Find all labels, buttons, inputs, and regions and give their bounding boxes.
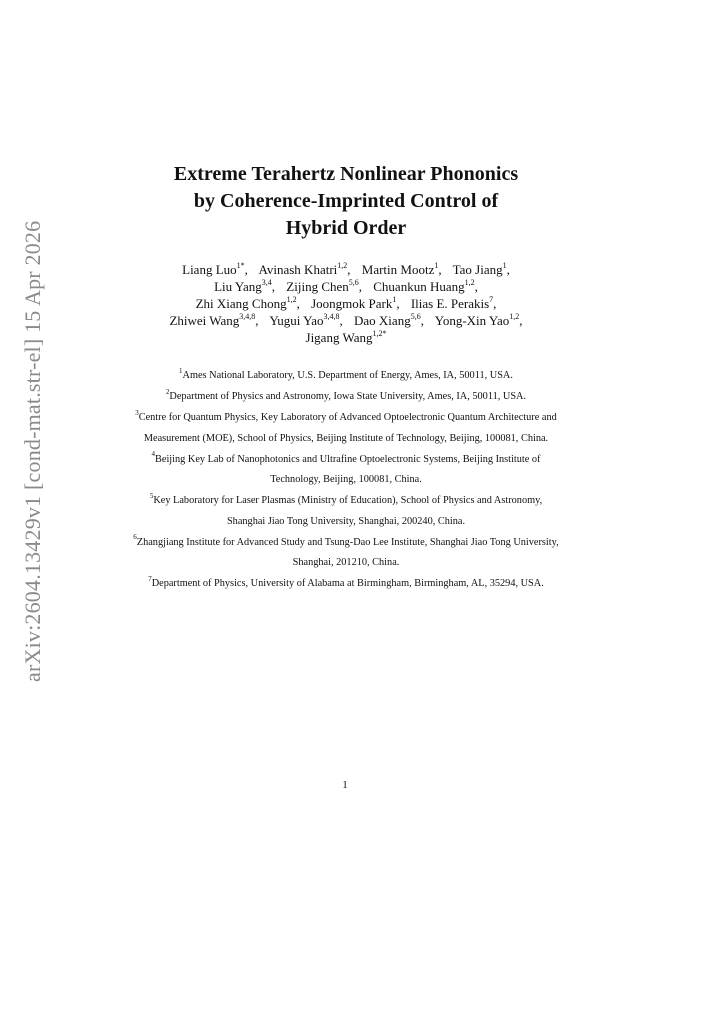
author: Dao Xiang$^{5,6}$, bbox=[354, 311, 424, 328]
author: Martin Mootz$^1$, bbox=[361, 260, 442, 277]
affiliation: $^6$Zhangjiang Institute for Advanced Study and Tsung-Dao Lee Institute, Shanghai Jiao Tong University, Shanghai, 201210, China. bbox=[133, 533, 559, 568]
author: Zhiwei Wang$^{3,4,8}$, bbox=[169, 311, 259, 328]
author: Zijing Chen$^{5,6}$, bbox=[286, 277, 363, 294]
affiliation: $^2$Department of Physics and Astronomy, Iowa State University, Ames, IA, 50011, USA. bbox=[165, 387, 527, 402]
title-line: Hybrid Order bbox=[285, 217, 407, 239]
affiliation-list bbox=[132, 366, 560, 595]
author: Yugui Yao$^{3,4,8}$, bbox=[269, 311, 343, 328]
affiliation: $^1$Ames National Laboratory, U.S. Department of Energy, Ames, IA, 50011, USA. bbox=[179, 366, 513, 381]
affiliation: $^5$Key Laboratory for Laser Plasmas (Ministry of Education), School of Physics and Astronomy, Shanghai Jiao Tong University, Shanghai, 200240, China. bbox=[149, 491, 543, 527]
arxiv-identifier-stamp: arXiv:2604.13429v1 [cond-mat.str-el] 15 Apr 2026 bbox=[20, 220, 45, 682]
author: Liu Yang$^{3,4}$, bbox=[214, 277, 276, 294]
affiliation: $^4$Beijing Key Lab of Nanophotonics and Ultrafine Optoelectronic Systems, Beijing Institute of Technology, Beijing, 100081, China. bbox=[151, 450, 541, 485]
author: Liang Luo$^{1*}$, bbox=[182, 260, 248, 277]
author: Jigang Wang$^{1,2*}$ bbox=[305, 328, 387, 345]
title-line: Extreme Terahertz Nonlinear Phononics bbox=[173, 163, 519, 185]
author-line bbox=[112, 261, 580, 278]
page-number: 1 bbox=[342, 779, 348, 791]
author: Ilias E. Perakis$^7$, bbox=[410, 294, 497, 311]
author-line bbox=[112, 295, 580, 312]
title-line: by Coherence-Imprinted Control of bbox=[193, 190, 499, 212]
author: Tao Jiang$^1$, bbox=[452, 260, 510, 277]
author: Avinash Khatri$^{1,2}$, bbox=[258, 260, 351, 277]
affiliation: $^7$Department of Physics, University of Alabama at Birmingham, Birmingham, AL, 35294, USA. bbox=[148, 574, 544, 589]
author: Joongmok Park$^1$, bbox=[311, 294, 400, 311]
affiliation: $^3$Centre for Quantum Physics, Key Laboratory of Advanced Optoelectronic Quantum Architecture and Measurement (MOE), School of Physics, Beijing Institute of Technology, Beijing, 100081, China. bbox=[135, 408, 557, 444]
author: Chuankun Huang$^{1,2}$, bbox=[373, 277, 478, 294]
author: Zhi Xiang Chong$^{1,2}$, bbox=[195, 294, 300, 311]
paper-title bbox=[120, 161, 572, 242]
author-line bbox=[112, 329, 580, 346]
author-list bbox=[112, 261, 580, 346]
author-line bbox=[112, 312, 580, 329]
author: Yong-Xin Yao$^{1,2}$, bbox=[434, 311, 523, 328]
author-line bbox=[112, 278, 580, 295]
